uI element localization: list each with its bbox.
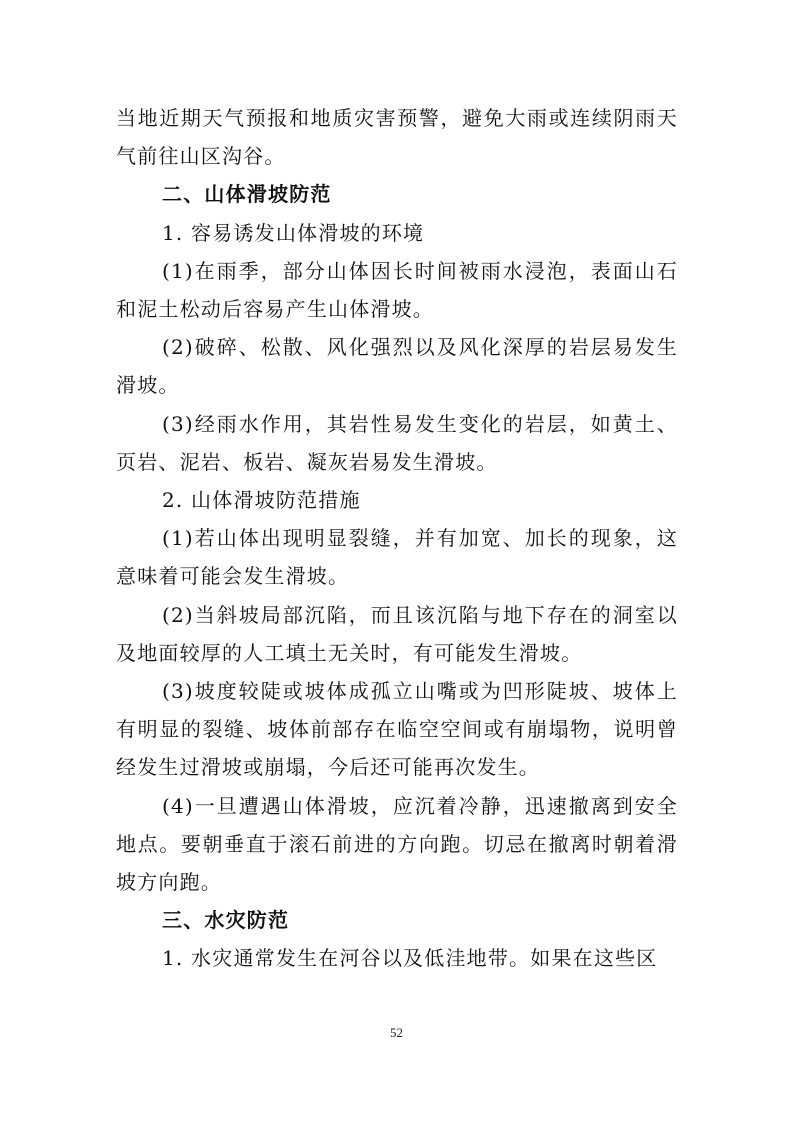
paragraph-flood-areas: 1. 水灾通常发生在河谷以及低洼地带。如果在这些区 xyxy=(162,946,658,971)
paragraph-subsidence: (2)当斜坡局部沉陷，而且该沉陷与地下存在的洞室以及地面较厚的人工填土无关时，有可能发生滑坡。 xyxy=(116,602,678,665)
subheading-landslide-environment: 1. 容易诱发山体滑坡的环境 xyxy=(162,220,425,245)
page-body xyxy=(116,99,678,978)
paragraph-evacuation: (4)一旦遭遇山体滑坡，应沉着冷静，迅速撤离到安全地点。要朝垂直于滚石前进的方向跑。切忌在撤离时朝着滑坡方向跑。 xyxy=(116,793,678,895)
page-number: 52 xyxy=(390,1025,403,1040)
paragraph-steep-slope: (3)坡度较陡或坡体成孤立山嘴或为凹形陡坡、坡体上有明显的裂缝、坡体前部存在临空空间或有崩塌物，说明曾经发生过滑坡或崩塌，今后还可能再次发生。 xyxy=(116,679,678,780)
subheading-landslide-measures: 2. 山体滑坡防范措施 xyxy=(162,488,361,513)
paragraph-weathered-rock: (2)破碎、松散、风化强烈以及风化深厚的岩层易发生滑坡。 xyxy=(116,335,678,398)
paragraph-rock-types: (3)经雨水作用，其岩性易发生变化的岩层，如黄土、页岩、泥岩、板岩、凝灰岩易发生滑坡。 xyxy=(116,411,678,474)
section-heading-flood: 三、水灾防范 xyxy=(162,908,290,933)
section-heading-landslide: 二、山体滑坡防范 xyxy=(162,182,332,207)
paragraph-continuation: 当地近期天气预报和地质灾害预警，避免大雨或连续阴雨天气前往山区沟谷。 xyxy=(116,106,678,169)
paragraph-cracks: (1)若山体出现明显裂缝，并有加宽、加长的现象，这意味着可能会发生滑坡。 xyxy=(116,526,678,589)
paragraph-rainy-season: (1)在雨季，部分山体因长时间被雨水浸泡，表面山石和泥土松动后容易产生山体滑坡。 xyxy=(116,258,678,322)
